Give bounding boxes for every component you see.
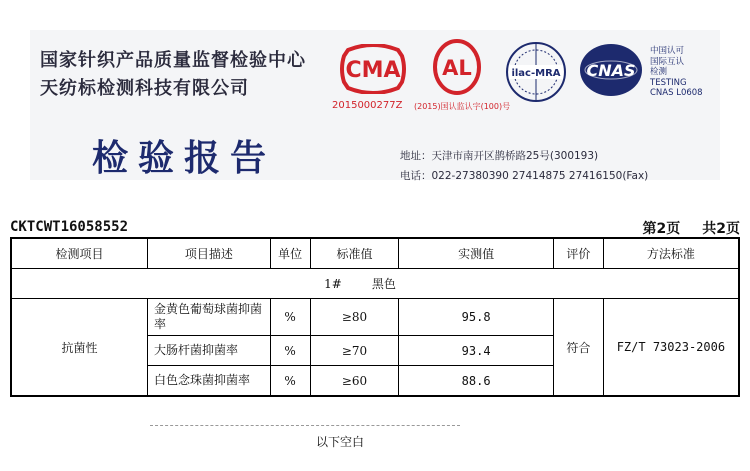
cnas-line: 国际互认 <box>650 56 685 67</box>
unit-cell: % <box>270 336 310 366</box>
header-description: 项目描述 <box>148 238 271 269</box>
org-name-line2: 天纺标检测科技有限公司 <box>40 78 249 99</box>
standard-cell: ≥80 <box>310 299 399 336</box>
evaluation-cell: 符合 <box>553 299 603 397</box>
measured-cell: 88.6 <box>399 366 554 397</box>
report-title: 检验报告 <box>92 137 277 179</box>
table-row <box>11 299 739 336</box>
report-number: CKTCWT16058552 <box>10 219 129 235</box>
ilac-logo-text: ilac-MRA <box>511 68 561 79</box>
method-cell: FZ/T 73023-2006 <box>603 299 739 397</box>
sample-id: 1# <box>324 277 342 291</box>
lab-address: 地址：天津市南开区鹊桥路25号(300193) <box>400 150 599 162</box>
results-table <box>10 237 740 397</box>
sample-cell <box>11 269 739 299</box>
cal-code: (2015)国认监认字(100)号 <box>414 102 511 111</box>
page-info <box>621 218 741 238</box>
measured-cell: 93.4 <box>399 336 554 366</box>
end-divider <box>150 425 460 426</box>
cnas-logo-icon <box>578 42 644 98</box>
header-method: 方法标准 <box>603 238 739 269</box>
ilac-mra-logo-icon <box>505 38 567 106</box>
cnas-accreditation-text <box>650 46 703 99</box>
sample-row <box>11 269 739 299</box>
header-test-item: 检测项目 <box>11 238 148 269</box>
cnas-logo-text: CNAS <box>586 61 636 80</box>
cma-logo-text: CMA <box>345 58 401 83</box>
header-standard: 标准值 <box>310 238 399 269</box>
header-measured: 实测值 <box>399 238 554 269</box>
org-name-line1: 国家针织产品质量监督检验中心 <box>40 50 306 71</box>
header-evaluation: 评价 <box>553 238 603 269</box>
standard-cell: ≥60 <box>310 366 399 397</box>
cma-code: 2015000277Z <box>332 100 403 111</box>
cal-logo-icon <box>432 38 482 96</box>
unit-cell: % <box>270 299 310 336</box>
sample-name: 黑色 <box>371 277 396 291</box>
cal-logo-text: AL <box>442 56 472 80</box>
page-total: 共2页 <box>702 221 740 237</box>
description-cell: 金黄色葡萄球菌抑菌率 <box>148 299 271 336</box>
lab-phone: 电话：022-27380390 27414875 27416150(Fax) <box>400 170 649 182</box>
header-unit: 单位 <box>270 238 310 269</box>
cma-logo-icon <box>340 44 406 94</box>
cnas-line: 检测 <box>650 67 668 77</box>
blank-below-note: 以下空白 <box>316 435 365 449</box>
cnas-line: TESTING <box>650 77 687 88</box>
description-cell: 大肠杆菌抑菌率 <box>148 336 271 366</box>
measured-cell: 95.8 <box>399 299 554 336</box>
table-header-row <box>11 238 739 269</box>
description-cell: 白色念珠菌抑菌率 <box>148 366 271 397</box>
unit-cell: % <box>270 366 310 397</box>
item-name-cell: 抗菌性 <box>11 299 148 397</box>
cnas-line: 中国认可 <box>650 46 685 56</box>
page-current: 第2页 <box>642 221 681 237</box>
standard-cell: ≥70 <box>310 336 399 366</box>
cnas-line: CNAS L0608 <box>650 88 703 98</box>
